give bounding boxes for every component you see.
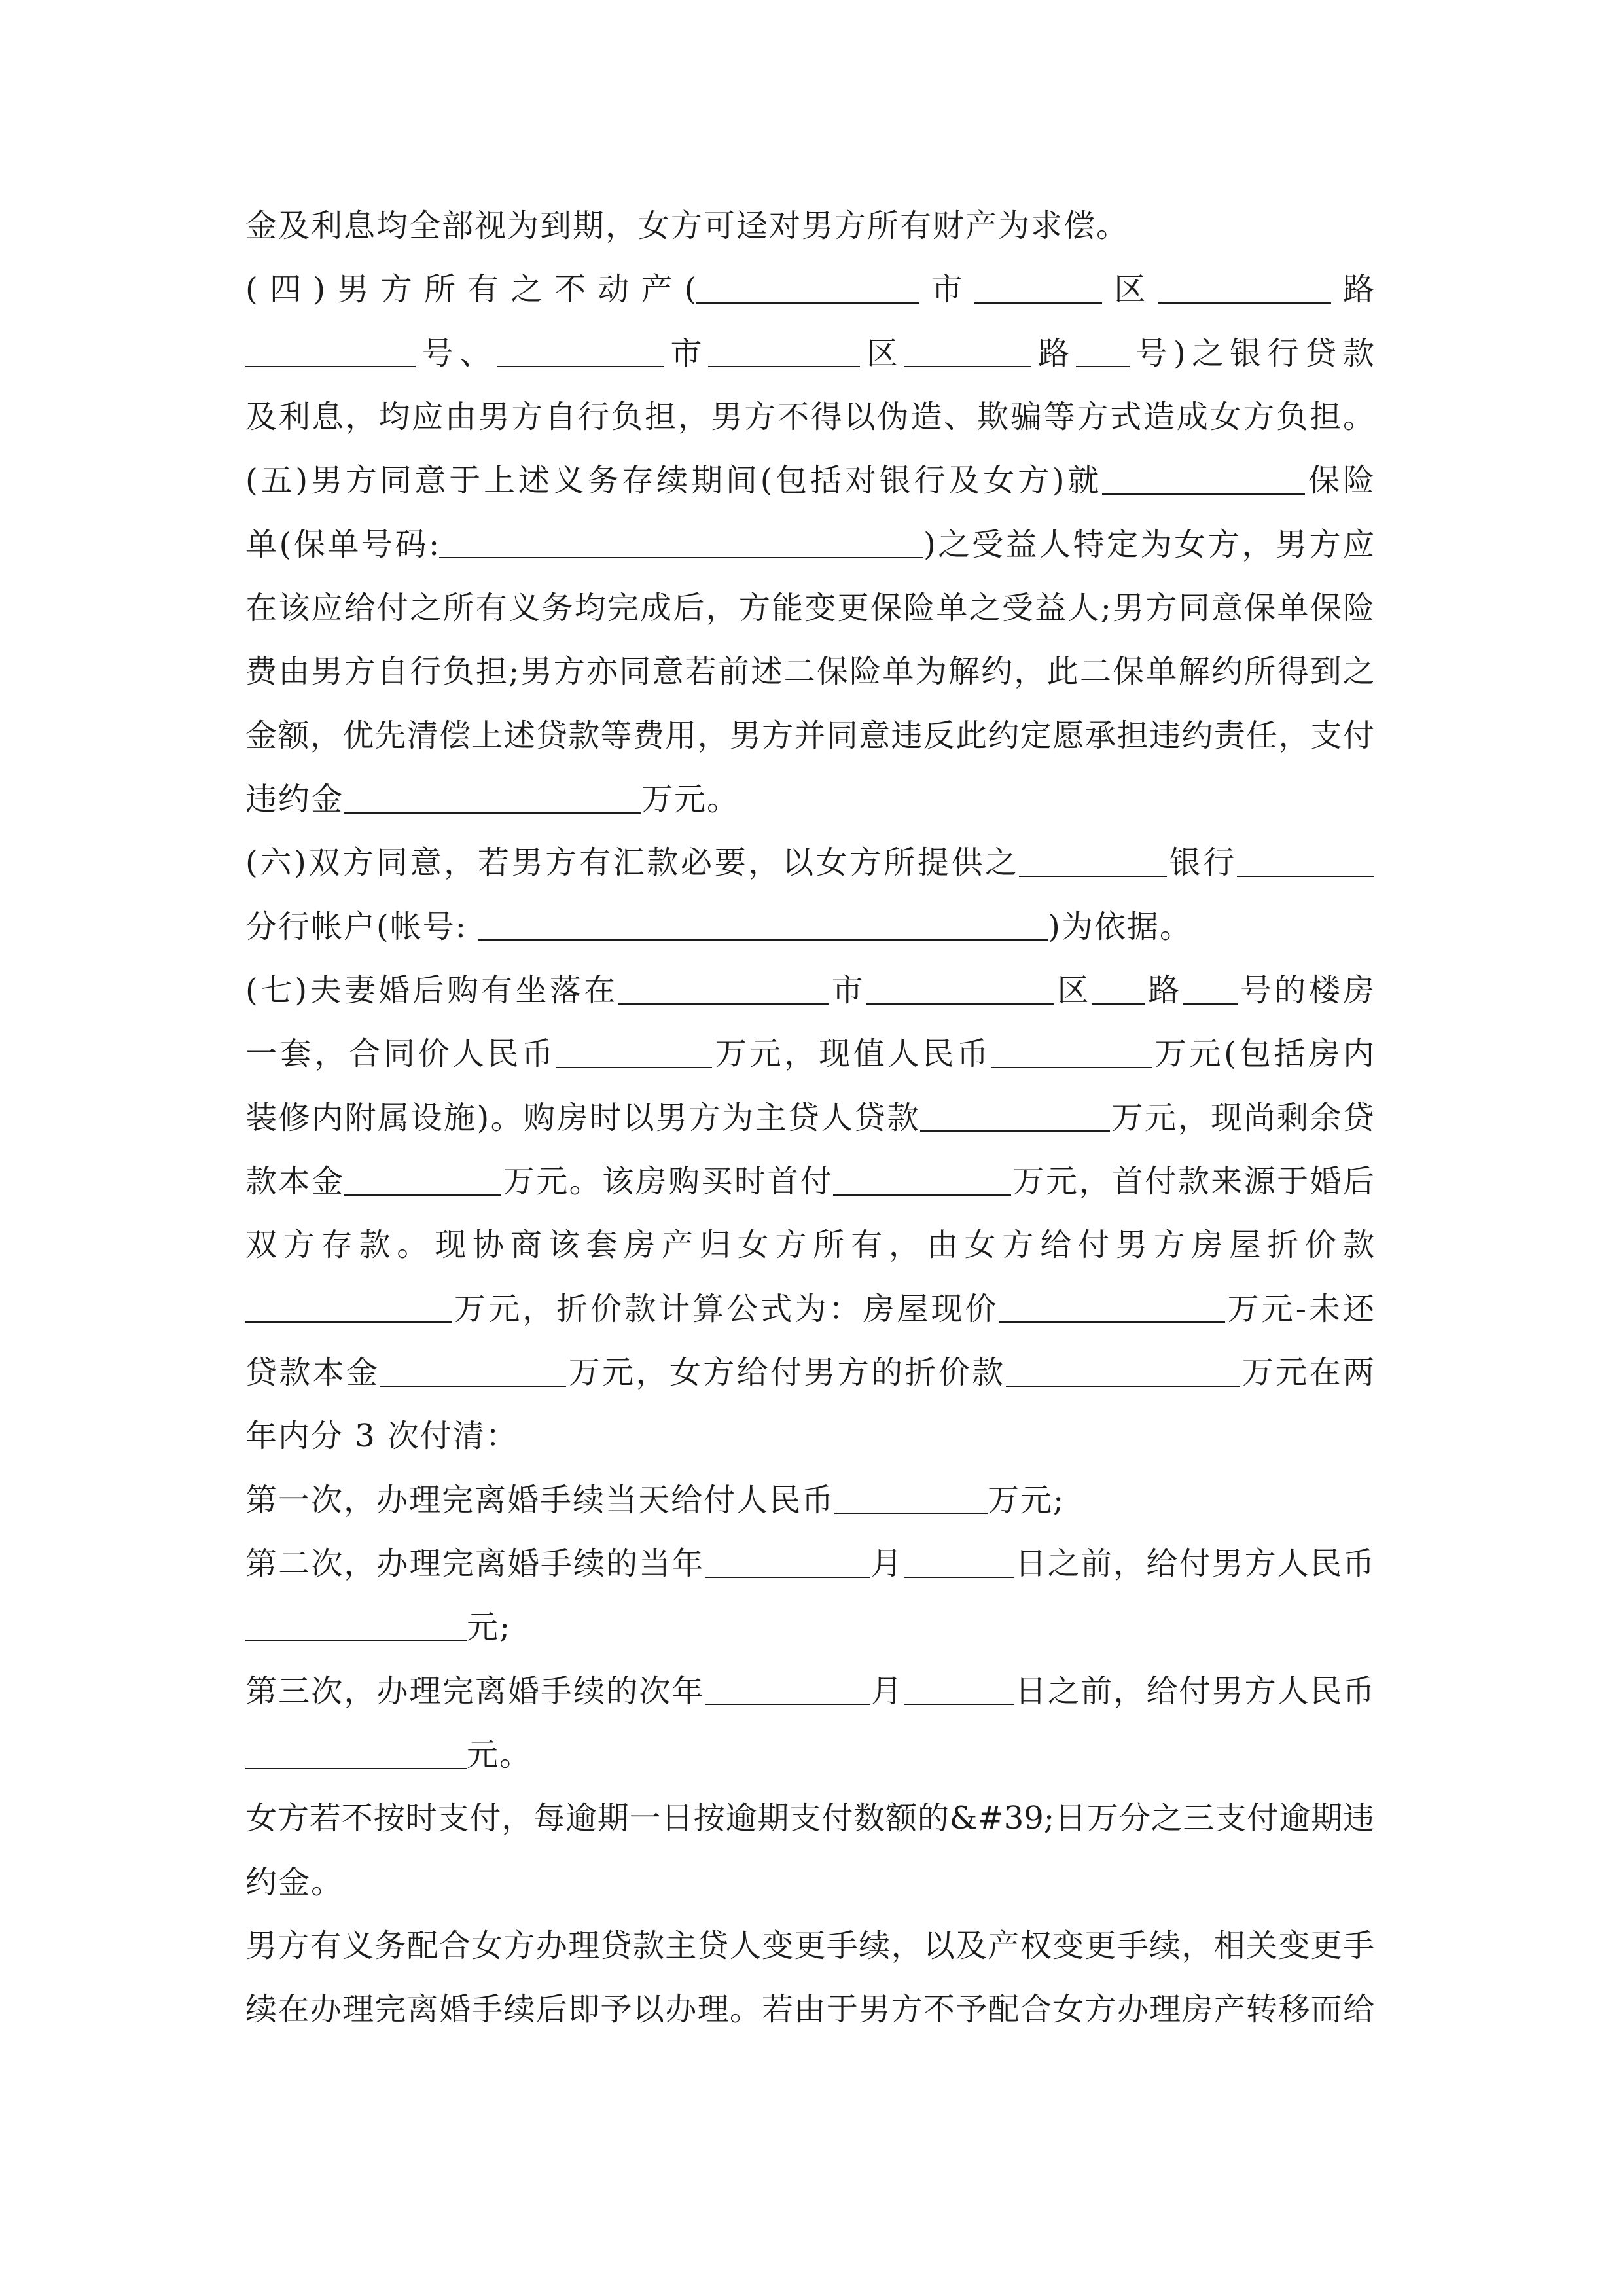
line-text: 路 <box>1031 334 1076 372</box>
line-text: 万元，现尚剩余贷 <box>1110 1099 1374 1136</box>
fill-in-blank <box>478 910 1048 941</box>
line-text: (七)夫妻婚后购有坐落在 <box>245 971 618 1009</box>
fill-in-blank <box>1102 463 1305 495</box>
text-line <box>245 768 1374 831</box>
line-text: 单(保单号码: <box>245 526 440 563</box>
fill-in-blank <box>344 1164 501 1196</box>
fill-in-blank <box>1237 846 1374 877</box>
line-text: 号的楼房 <box>1237 971 1374 1009</box>
line-text: 金额，优先清偿上述贷款等费用，男方并同意违反此约定愿承担违约责任，支付 <box>245 717 1374 754</box>
fill-in-blank <box>1092 973 1145 1005</box>
fill-in-blank <box>705 1547 870 1578</box>
line-text: 分行帐户(帐号: <box>245 908 479 945</box>
line-text: (六)双方同意，若男方有汇款必要，以女方所提供之 <box>245 844 1019 882</box>
line-text: 男方有义务配合女方办理贷款主贷人变更手续，以及产权变更手续，相关变更手 <box>245 1927 1374 1964</box>
line-text: 装修内附属设施)。购房时以男方为主贷人贷款 <box>245 1099 921 1136</box>
fill-in-blank <box>920 1101 1110 1132</box>
text-line <box>245 322 1374 386</box>
fill-in-blank <box>904 1547 1014 1578</box>
line-text: 号、 <box>416 334 497 372</box>
line-text: 元; <box>467 1609 512 1646</box>
fill-in-blank <box>866 973 1054 1005</box>
text-line <box>245 1086 1374 1150</box>
line-text: 月 <box>869 1545 904 1582</box>
fill-in-blank <box>974 272 1102 304</box>
text-line <box>245 449 1374 512</box>
line-text: 区 <box>1054 971 1092 1009</box>
line-text: 日之前，给付男方人民币 <box>1013 1672 1374 1710</box>
fill-in-blank <box>834 1483 988 1515</box>
text-line <box>245 640 1374 704</box>
fill-in-blank <box>991 1037 1152 1068</box>
line-text: 女方若不按时支付，每逾期一日按逾期支付数额的&#39;日万分之三支付逾期违 <box>245 1800 1374 1837</box>
text-line <box>245 831 1374 895</box>
line-text: 路 <box>1330 271 1374 308</box>
fill-in-blank <box>439 528 923 559</box>
line-text: 万元，现值人民币 <box>711 1035 991 1073</box>
line-text: 日之前，给付男方人民币 <box>1013 1545 1374 1582</box>
text-line <box>245 1278 1374 1341</box>
line-text: 及利息，均应由男方自行负担，男方不得以伪造、欺骗等方式造成女方负担。 <box>245 398 1374 435</box>
line-text: 双方存款。现协商该套房产归女方所有，由女方给付男方房屋折价款 <box>245 1227 1374 1264</box>
line-text: 万元在两 <box>1240 1354 1374 1391</box>
line-text: 年内分 3 次付清： <box>245 1418 519 1455</box>
fill-in-blank <box>1019 846 1167 877</box>
fill-in-blank <box>1158 272 1331 304</box>
line-text: 万元，首付款来源于婚后 <box>1011 1162 1374 1200</box>
line-text: 费由男方自行负担;男方亦同意若前述二保险单为解约，此二保单解约所得到之 <box>245 653 1374 691</box>
fill-in-blank <box>245 1292 452 1323</box>
line-text: 月 <box>869 1672 904 1710</box>
line-text: 市 <box>664 334 709 372</box>
fill-in-blank <box>1183 973 1238 1005</box>
fill-in-blank <box>245 1738 467 1769</box>
line-text: 第一次，办理完离婚手续当天给付人民币 <box>245 1481 835 1518</box>
text-line <box>245 386 1374 449</box>
fill-in-blank <box>556 1037 712 1068</box>
line-text: 万元，折价款计算公式为：房屋现价 <box>452 1290 999 1327</box>
line-text: 区 <box>860 334 904 372</box>
fill-in-blank <box>708 336 860 368</box>
line-text: 续在办理完离婚手续后即予以办理。若由于男方不予配合女方办理房产转移而给 <box>245 1991 1374 2028</box>
line-text: 保险 <box>1305 462 1374 499</box>
text-line <box>245 513 1374 577</box>
line-text: 万元。该房购买时首付 <box>501 1162 834 1200</box>
line-text: 市 <box>829 971 866 1009</box>
fill-in-blank <box>999 1292 1225 1323</box>
text-line <box>245 895 1374 959</box>
fill-in-blank <box>245 336 416 368</box>
text-line <box>245 258 1374 321</box>
line-text: 金及利息均全部视为到期，女方可迳对男方所有财产为求偿。 <box>245 207 1130 244</box>
text-line <box>245 1405 1374 1468</box>
fill-in-blank <box>618 973 829 1005</box>
text-line <box>245 959 1374 1022</box>
line-text: 号)之银行贷款 <box>1129 334 1374 372</box>
line-text: 贷款本金 <box>245 1354 380 1391</box>
line-text: 万元; <box>988 1481 1065 1518</box>
fill-in-blank <box>904 1674 1014 1706</box>
text-line <box>245 1851 1374 1914</box>
fill-in-blank <box>245 1610 467 1641</box>
line-text: 元。 <box>467 1736 533 1773</box>
line-text: 一套，合同价人民币 <box>245 1035 556 1073</box>
text-line <box>245 1213 1374 1277</box>
line-text: 在该应给付之所有义务均完成后，方能变更保险单之受益人;男方同意保单保险 <box>245 589 1374 626</box>
line-text: 区 <box>1102 271 1158 308</box>
line-text: )为依据。 <box>1048 908 1192 945</box>
text-line <box>245 1022 1374 1086</box>
text-line <box>245 1660 1374 1723</box>
line-text: 万元。 <box>641 780 740 817</box>
line-text: )之受益人特定为女方，男方应 <box>923 526 1374 563</box>
fill-in-blank <box>696 272 919 304</box>
line-text: 路 <box>1145 971 1183 1009</box>
fill-in-blank <box>904 336 1031 368</box>
line-text: 款本金 <box>245 1162 345 1200</box>
line-text: 万元，女方给付男方的折价款 <box>566 1354 1006 1391</box>
text-line <box>245 1914 1374 1978</box>
fill-in-blank <box>344 782 641 814</box>
fill-in-blank <box>497 336 664 368</box>
line-text: 第三次，办理完离婚手续的次年 <box>245 1672 705 1710</box>
text-line <box>245 194 1374 258</box>
text-line <box>245 1723 1374 1787</box>
line-text: 市 <box>919 271 975 308</box>
line-text: 违约金 <box>245 780 344 817</box>
text-line <box>245 1532 1374 1596</box>
text-line <box>245 1150 1374 1213</box>
fill-in-blank <box>1076 336 1130 368</box>
fill-in-blank <box>1006 1355 1240 1387</box>
text-line <box>245 1341 1374 1405</box>
line-text: 万元-未还 <box>1224 1290 1374 1327</box>
text-line <box>245 1469 1374 1532</box>
text-line <box>245 1596 1374 1659</box>
text-line <box>245 704 1374 768</box>
text-line <box>245 1978 1374 2041</box>
fill-in-blank <box>380 1355 566 1387</box>
line-text: (五)男方同意于上述义务存续期间(包括对银行及女方)就 <box>245 462 1103 499</box>
fill-in-blank <box>833 1164 1011 1196</box>
line-text: 第二次，办理完离婚手续的当年 <box>245 1545 705 1582</box>
text-line <box>245 1787 1374 1850</box>
line-text: 约金。 <box>245 1863 344 1901</box>
line-text: 银行 <box>1166 844 1237 882</box>
line-text: 万元(包括房内 <box>1151 1035 1374 1073</box>
line-text: (四)男方所有之不动产( <box>245 271 697 308</box>
fill-in-blank <box>705 1674 870 1706</box>
text-line <box>245 577 1374 640</box>
